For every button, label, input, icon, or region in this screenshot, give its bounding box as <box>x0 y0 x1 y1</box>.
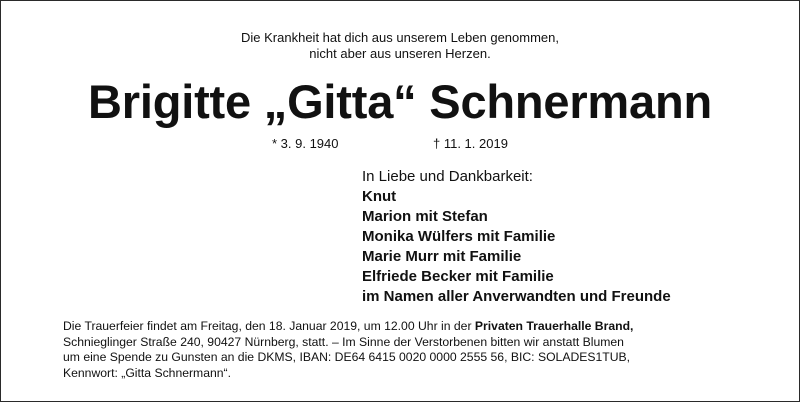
birth-date: * 3. 9. 1940 <box>272 136 339 151</box>
service-text: Die Trauerfeier findet am Freitag, den 18. Januar 2019, um 12.00 Uhr in der <box>63 319 475 333</box>
service-line-1 <box>63 319 753 335</box>
mourner-name: Marie Murr mit Familie <box>362 248 522 265</box>
memorial-quote <box>1 30 799 62</box>
service-venue: Privaten Trauerhalle Brand, <box>474 319 634 333</box>
death-date: † 11. 1. 2019 <box>433 136 508 151</box>
quote-line-2: nicht aber aus unseren Herzen. <box>309 46 491 61</box>
mourner-name: Monika Wülfers mit Familie <box>362 228 556 245</box>
service-line-4: Kennwort: „Gitta Schnermann“. <box>63 365 231 380</box>
mourner-name: Elfriede Becker mit Familie <box>362 268 554 285</box>
quote-line-1: Die Krankheit hat dich aus unserem Leben genommen, <box>241 30 559 45</box>
mourner-name: Knut <box>362 188 397 205</box>
service-line-2: Schnieglinger Straße 240, 90427 Nürnberg, statt. – Im Sinne der Verstorbenen bitten wir anstatt Blumen <box>63 334 624 349</box>
mourners-list <box>362 167 671 307</box>
service-line-3: um eine Spende zu Gunsten an die DKMS, IBAN: DE64 6415 0020 0000 2555 56, BIC: SOLADES1TUB, <box>63 350 631 364</box>
service-info <box>63 319 753 381</box>
deceased-name: Brigitte „Gitta“ Schnermann <box>88 75 712 128</box>
mourners-intro: In Liebe und Dankbarkeit: <box>362 168 533 185</box>
mourner-name: Marion mit Stefan <box>362 208 488 225</box>
mourner-name: im Namen aller Anverwandten und Freunde <box>362 288 671 305</box>
